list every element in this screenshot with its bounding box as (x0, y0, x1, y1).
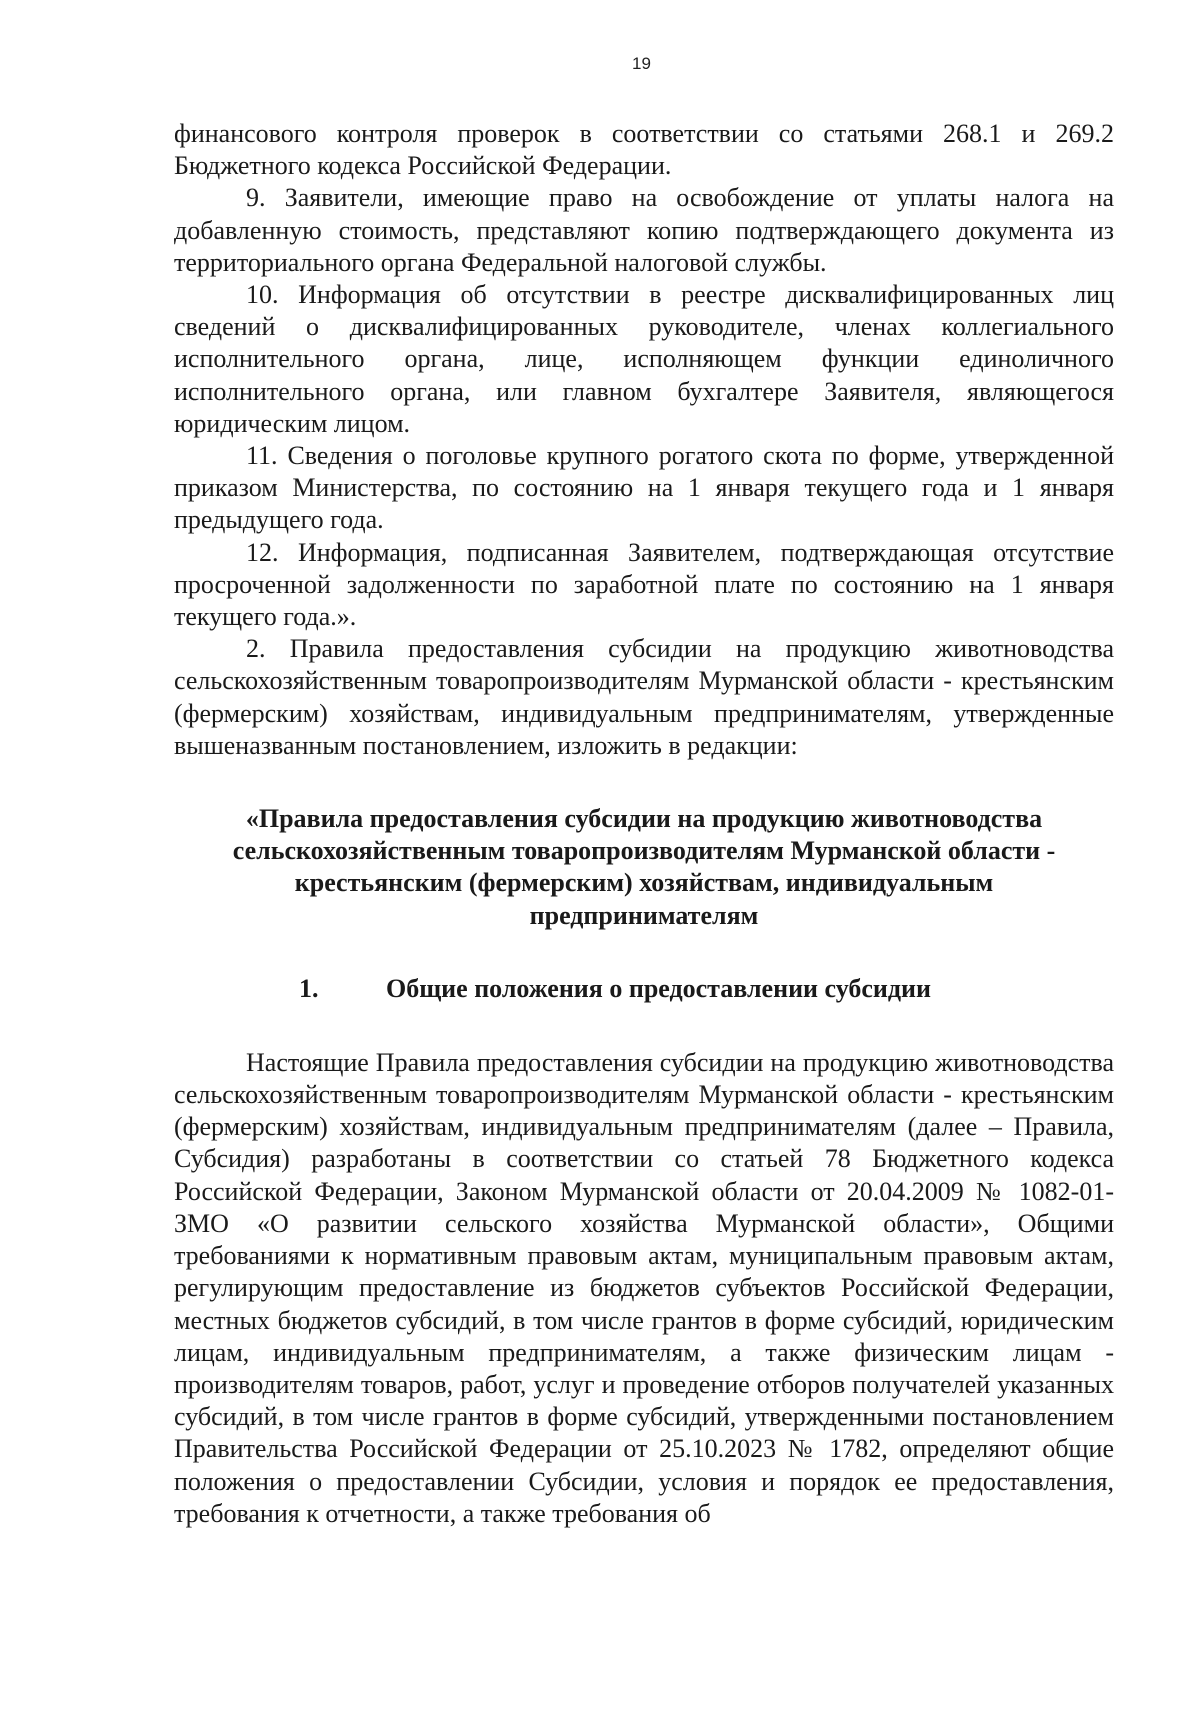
rules-title-line: крестьянским (фермерским) хозяйствам, индивидуальным (294, 868, 994, 898)
section-heading (174, 973, 1114, 1005)
rules-title-line: «Правила предоставления субсидии на продукцию животноводства (245, 804, 1043, 834)
rules-title-line: предпринимателям (529, 900, 759, 930)
rules-title (174, 803, 1114, 932)
paragraph-item-12: 12. Информация, подписанная Заявителем, подтверждающая отсутствие просроченной задолженности по заработной плате по состоянию на 1 января текущего года.». (174, 537, 1114, 632)
paragraph-item-9: 9. Заявители, имеющие право на освобождение от уплаты налога на добавленную стоимость, представляют копию подтверждающего документа из территориального органа Федеральной налоговой службы. (174, 183, 1114, 277)
paragraph-general-provisions: Настоящие Правила предоставления субсидии на продукцию животноводства сельскохозяйственным товаропроизводителям Мурманской области - крестьянским (фермерским) хозяйствам, индивидуальным предпринимателям (далее – Правила, Субсидия) разработаны в соответствии со статьей 78 Бюджетного кодекса Российской Федерации, Законом Мурманской области от 20.04.2009 № 1082-01-ЗМО «О развитии сельского хозяйства Мурманской области», Общими требованиями к нормативным правовым актам, муниципальным правовым актам, регулирующим предоставление из бюджетов субъектов Российской Федерации, местных бюджетов субсидий, в том числе грантов в форме субсидий, юридическим лицам, индивидуальным предпринимателям, а также физическим лицам - производителям товаров, работ, услуг и проведение отборов получателей указанных субсидий, в том числе грантов в форме субсидий, утвержденными постановлением Правительства Российской Федерации от 25.10.2023 № 1782, определяют общие положения о предоставлении Субсидии, условия и порядок ее предоставления, требования к отчетности, а также требования об (174, 1047, 1114, 1528)
paragraph-amendment-2: 2. Правила предоставления субсидии на продукцию животноводства сельскохозяйственным товаропроизводителям Мурманской области - крестьянским (фермерским) хозяйствам, индивидуальным предпринимателям, утвержденные вышеназванным постановлением, изложить в редакции: (174, 634, 1114, 760)
page-number: 19 (632, 54, 651, 73)
document-body (174, 118, 1114, 1530)
section-title: Общие положения о предоставлении субсидии (386, 973, 932, 1003)
paragraph-item-10: 10. Информация об отсутствии в реестре дисквалифицированных лиц сведений о дисквалифицированных руководителе, членах коллегиального исполнительного органа, лице, исполняющем функции единоличного исполнительного органа, или главном бухгалтере Заявителя, являющегося юридическим лицом. (174, 280, 1114, 438)
paragraph-continuation: финансового контроля проверок в соответствии со статьями 268.1 и 269.2 Бюджетного кодекса Российской Федерации. (174, 119, 1114, 181)
section-number: 1. (299, 973, 319, 1003)
paragraph-item-11: 11. Сведения о поголовье крупного рогатого скота по форме, утвержденной приказом Министерства, по состоянию на 1 января текущего года и 1 января предыдущего года. (174, 441, 1114, 535)
rules-title-line: сельскохозяйственным товаропроизводителям Мурманской области - (232, 836, 1056, 866)
